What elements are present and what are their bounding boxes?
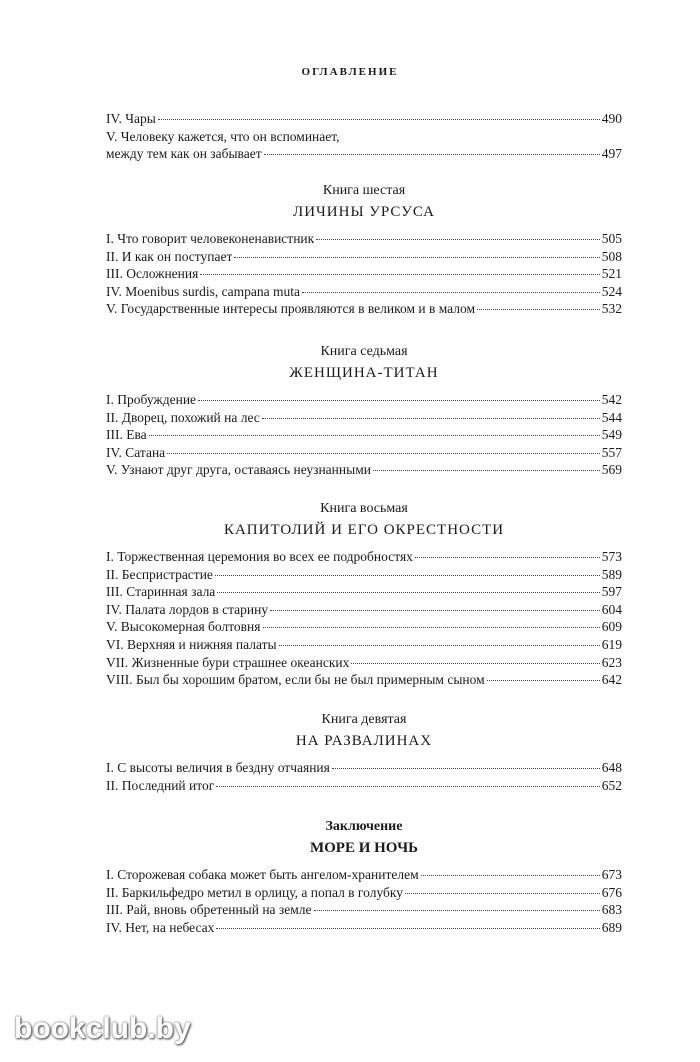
dot-leader bbox=[316, 239, 600, 240]
dot-leader bbox=[373, 470, 600, 471]
book-label: Книга восьмая bbox=[320, 501, 408, 516]
book-label: Книга седьмая bbox=[320, 344, 408, 359]
toc-entry bbox=[106, 601, 622, 619]
dot-leader bbox=[216, 928, 599, 929]
entry-title: между тем как он забывает bbox=[106, 146, 262, 162]
entry-page: 549 bbox=[601, 427, 622, 443]
entry-title: VIII. Был бы хорошим братом, если бы не был примерным сыном bbox=[106, 672, 485, 688]
book-title: НА РАЗВАЛИНАХ bbox=[295, 733, 433, 749]
section-book8 bbox=[106, 500, 622, 689]
entry-title: II. Баркильфедро метил в орлицу, а попал в голубку bbox=[106, 884, 403, 900]
watermark-logo: bookclub.by bbox=[14, 1012, 191, 1045]
book-label: Заключение bbox=[325, 819, 403, 834]
entry-page: 619 bbox=[601, 636, 622, 652]
entry-title-line: V. Человеку кажется, что он вспоминает, bbox=[106, 128, 340, 144]
entry-page: 609 bbox=[601, 619, 622, 635]
entry-title: IV. Палата лордов в старину bbox=[106, 601, 269, 617]
entry-page: 497 bbox=[601, 146, 622, 162]
entries-conclusion bbox=[106, 866, 622, 936]
toc-entry bbox=[106, 409, 622, 427]
entry-page: 524 bbox=[601, 283, 622, 299]
toc-entry bbox=[106, 583, 622, 601]
toc-entry bbox=[106, 884, 622, 902]
toc-entry bbox=[106, 901, 622, 919]
book-title: ЛИЧИНЫ УРСУСА bbox=[293, 204, 435, 220]
entries-book9 bbox=[106, 759, 622, 794]
dot-leader bbox=[234, 257, 599, 258]
entry-page: 683 bbox=[601, 902, 622, 918]
entry-page: 508 bbox=[601, 248, 622, 264]
entry-title: II. И как он поступает bbox=[106, 248, 233, 264]
dot-leader bbox=[264, 154, 600, 155]
toc-entry bbox=[106, 919, 622, 937]
dot-leader bbox=[149, 435, 600, 436]
entries-book6 bbox=[106, 230, 622, 318]
book-label: Книга девятая bbox=[321, 712, 407, 727]
dot-leader bbox=[216, 786, 599, 787]
book-title: КАПИТОЛИЙ И ЕГО ОКРЕСТНОСТИ bbox=[223, 522, 505, 538]
entry-page: 542 bbox=[601, 392, 622, 407]
toc-entry bbox=[106, 110, 622, 128]
dot-leader bbox=[263, 627, 600, 628]
entries-book8 bbox=[106, 548, 622, 689]
dot-leader bbox=[279, 645, 600, 646]
entry-title: II. Беспристрастие bbox=[106, 566, 213, 582]
entry-title: V. Узнают друг друга, оставаясь неузнанными bbox=[106, 462, 371, 478]
entry-page: 573 bbox=[601, 549, 622, 564]
dot-leader bbox=[200, 274, 599, 275]
entry-title: III. Ева bbox=[106, 427, 147, 443]
dot-leader bbox=[167, 453, 600, 454]
entry-title: I. Сторожевая собака может быть ангелом-хранителем bbox=[106, 867, 419, 882]
dot-leader bbox=[215, 575, 600, 576]
dot-leader bbox=[351, 663, 599, 664]
entry-page: 505 bbox=[601, 231, 622, 246]
dot-leader bbox=[198, 400, 600, 401]
section-book6 bbox=[106, 182, 622, 318]
toc-entry bbox=[106, 230, 622, 248]
toc-entry bbox=[106, 636, 622, 654]
entries-book7 bbox=[106, 391, 622, 479]
entry-title: I. С высоты величия в бездну отчаяния bbox=[106, 760, 330, 775]
dot-leader bbox=[270, 610, 600, 611]
entry-page: 557 bbox=[601, 444, 622, 460]
toc-entry bbox=[106, 426, 622, 444]
dot-leader bbox=[158, 119, 600, 120]
entry-title: III. Старинная зала bbox=[106, 584, 216, 600]
entry-title: I. Что говорит человеконенавистник bbox=[106, 231, 315, 246]
entry-page: 521 bbox=[601, 266, 622, 282]
entry-page: 604 bbox=[601, 601, 622, 617]
entry-page: 490 bbox=[601, 111, 622, 126]
book-title: ЖЕНЩИНА-ТИТАН bbox=[289, 365, 439, 381]
entry-page: 648 bbox=[601, 760, 622, 775]
toc-entry bbox=[106, 777, 622, 795]
dot-leader bbox=[314, 910, 600, 911]
entry-page: 689 bbox=[601, 919, 622, 935]
running-head: ОГЛАВЛЕНИЕ bbox=[301, 66, 399, 78]
entry-title: III. Осложнения bbox=[106, 266, 199, 282]
entry-page: 569 bbox=[601, 462, 622, 478]
toc-entry bbox=[106, 461, 622, 479]
toc-entry bbox=[106, 391, 622, 409]
dot-leader bbox=[421, 875, 600, 876]
entry-title: V. Высокомерная болтовня bbox=[106, 619, 261, 635]
entry-title: V. Государственные интересы проявляются в великом и в малом bbox=[106, 301, 476, 317]
entry-page: 623 bbox=[601, 654, 622, 670]
toc-entry bbox=[106, 654, 622, 672]
entry-title: IV. Moenibus surdis, campana muta bbox=[106, 283, 300, 299]
toc-entry bbox=[106, 265, 622, 283]
entry-title: VII. Жизненные бури страшнее океанских bbox=[106, 654, 350, 670]
book-title: МОРЕ И НОЧЬ bbox=[309, 840, 419, 856]
entry-title: III. Рай, вновь обретенный на земле bbox=[106, 902, 312, 918]
entry-title: IV. Чары bbox=[106, 111, 156, 126]
entry-page: 673 bbox=[601, 867, 622, 882]
toc-entry bbox=[106, 671, 622, 689]
entry-title: IV. Сатана bbox=[106, 444, 166, 460]
entry-title: VI. Верхняя и нижняя палаты bbox=[106, 636, 277, 652]
dot-leader bbox=[302, 292, 600, 293]
entry-page: 652 bbox=[601, 777, 622, 793]
section-book9 bbox=[106, 711, 622, 794]
toc-entry bbox=[106, 283, 622, 301]
entry-page: 597 bbox=[601, 584, 622, 600]
toc-entry bbox=[106, 866, 622, 884]
dot-leader bbox=[487, 680, 600, 681]
toc-entry bbox=[106, 300, 622, 318]
toc-top-entries bbox=[106, 110, 622, 163]
dot-leader bbox=[262, 418, 600, 419]
book-label: Книга шестая bbox=[322, 183, 406, 198]
entry-page: 642 bbox=[601, 672, 622, 688]
toc-entry bbox=[106, 548, 622, 566]
entry-page: 532 bbox=[601, 301, 622, 317]
toc-entry bbox=[106, 566, 622, 584]
entry-title: II. Последний итог bbox=[106, 777, 215, 793]
dot-leader bbox=[332, 768, 600, 769]
entry-page: 589 bbox=[601, 566, 622, 582]
entry-title: IV. Нет, на небесах bbox=[106, 919, 215, 935]
entry-title: I. Пробуждение bbox=[106, 392, 197, 407]
toc-entry bbox=[106, 145, 622, 163]
dot-leader bbox=[217, 592, 599, 593]
section-book7 bbox=[106, 343, 622, 479]
dot-leader bbox=[415, 557, 600, 558]
section-conclusion bbox=[106, 818, 622, 936]
toc-entry bbox=[106, 618, 622, 636]
toc-entry bbox=[106, 248, 622, 266]
entry-title: I. Торжественная церемония во всех ее подробностях bbox=[106, 549, 413, 564]
toc-entry bbox=[106, 444, 622, 462]
entry-page: 676 bbox=[601, 884, 622, 900]
toc-entry bbox=[106, 759, 622, 777]
entry-page: 544 bbox=[601, 409, 622, 425]
dot-leader bbox=[477, 309, 600, 310]
entry-title: II. Дворец, похожий на лес bbox=[106, 409, 260, 425]
dot-leader bbox=[405, 893, 600, 894]
